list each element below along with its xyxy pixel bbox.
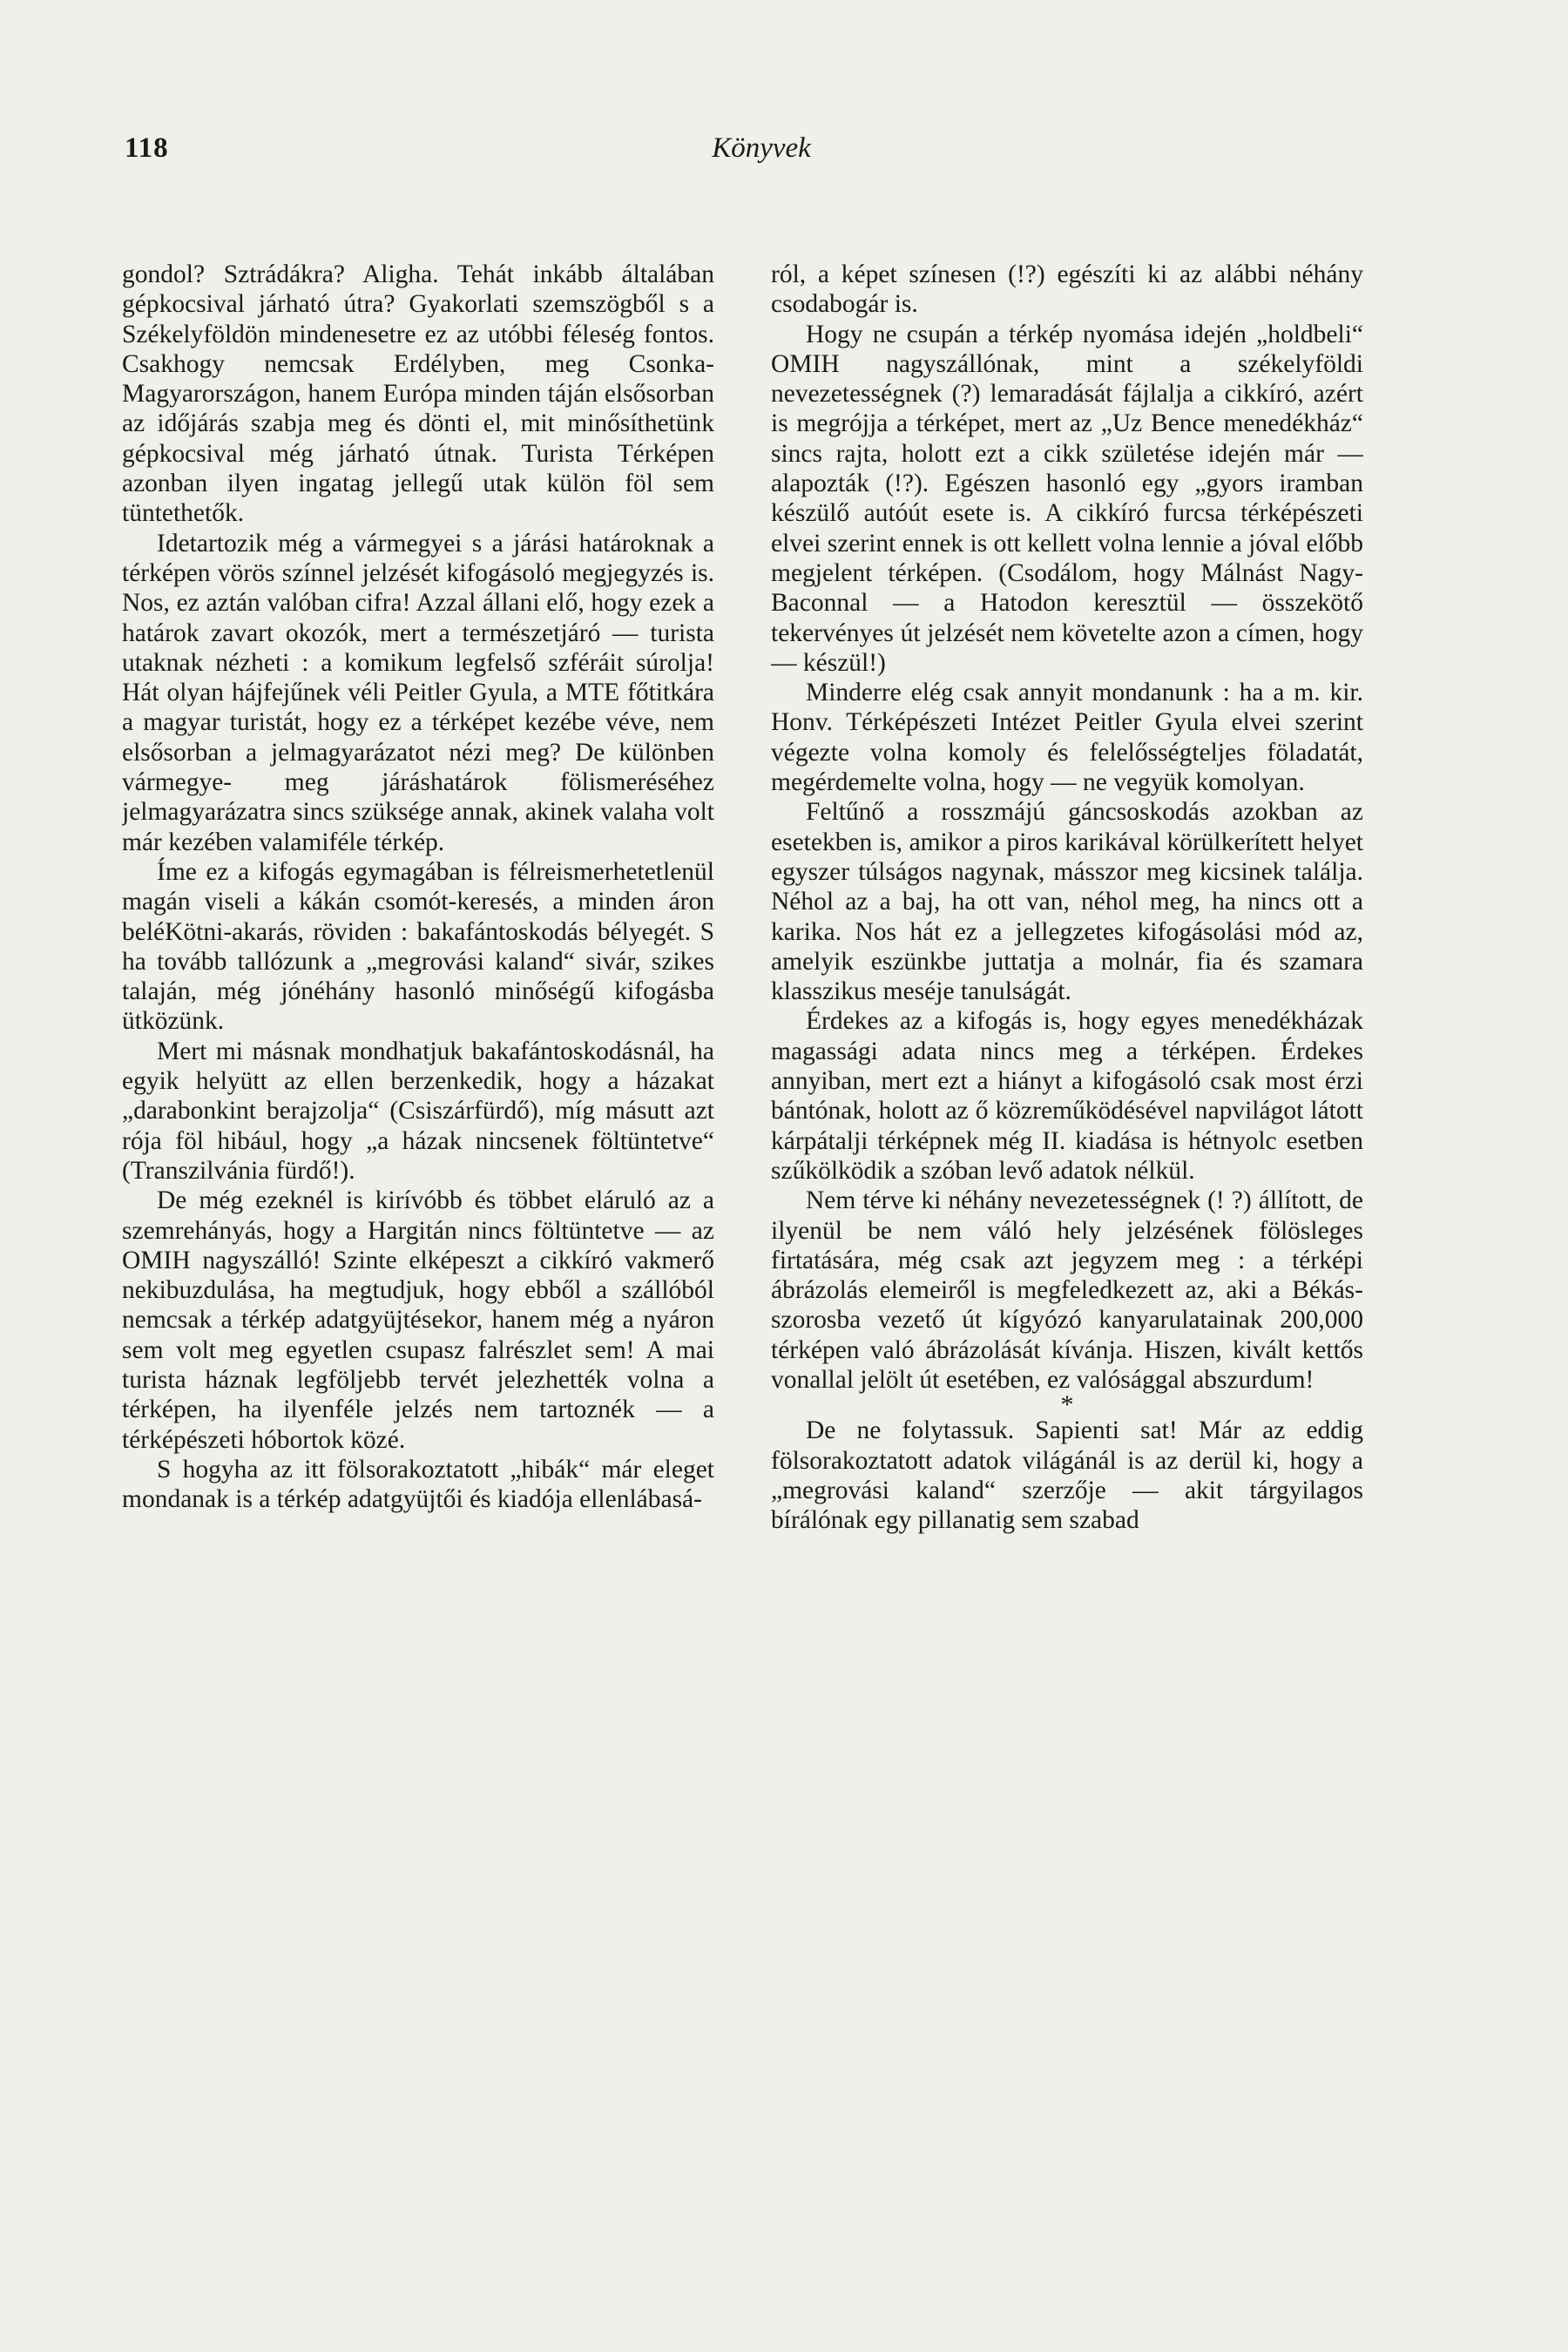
right-column <box>771 260 1363 2281</box>
paragraph: ról, a képet színesen (!?) egészíti ki az alábbi néhány csodabogár is. <box>771 260 1363 319</box>
paragraph: Feltűnő a rosszmájú gáncsoskodás azokban az esetekben is, amikor a piros karikával körülkerített helyet egyszer túlságos nagynak, másszor meg kicsinek találja. Néhol az a baj, ha ott van, néhol meg, ha nincs ott a karika. Nos hát ez a jellegzetes kifogásolási mód az, amelyik eszünkbe juttatja a molnár, fia és szamara klasszikus meséje tanulságát. <box>771 798 1363 1006</box>
paragraph: Idetartozik még a vármegyei s a járási határoknak a térképen vörös színnel jelzését kifogásoló megjegyzés is. Nos, ez aztán valóban cifra! Azzal állani elő, hogy ezek a határok zavart okozók, mert a természetjáró — turista utaknak nézheti : a komikum legfelső szféráit súrolja! Hát olyan hájfejűnek véli Peitler Gyula, a MTE főtitkára a magyar turistát, hogy ez a térképet kezébe véve, nem elsősorban a jelmagyarázatot nézi meg? De különben vármegye- meg járáshatárok fölismeréséhez jelmagyarázatra sincs szüksége annak, akinek valaha volt már kezében valamiféle térkép. <box>122 529 714 856</box>
paragraph: Mert mi másnak mondhatjuk bakafántoskodásnál, ha egyik helyütt az ellen berzenkedik, hogy a házakat „darabonkint berajzolja“ (Csiszárfürdő), míg másutt azt rója föl hibául, hogy „a házak nincsenek föltüntetve“ (Transzilvánia fürdő!). <box>122 1037 714 1185</box>
paragraph: Hogy ne csupán a térkép nyomása idején „holdbeli“ OMIH nagyszállónak, mint a székelyföldi nevezetességnek (?) lemaradását fájlalja a cikkíró, azért is megrójja a térképet, mert az „Uz Bence menedékház“ sincs rajta, holott ezt a cikk születése idején már — alapozták (!?). Egészen hasonló egy „gyors iramban készülő autóút esete is. A cikkíró furcsa térképészeti elvei szerint ennek is ott kellett volna lennie a jóval előbb megjelent térképen. (Csodálom, hogy Málnást Nagy-Baconnal — a Hatodon keresztül — összekötő tekervényes út jelzését nem követelte azon a címen, hogy — készül!) <box>771 320 1363 677</box>
paragraph: Minderre elég csak annyit mondanunk : ha a m. kir. Honv. Térképészeti Intézet Peitler Gyula elvei szerint végezte volna komoly és felelősségteljes föladatát, megérdemelte volna, hogy — ne vegyük komolyan. <box>771 679 1363 797</box>
paragraph: Nem térve ki néhány nevezetességnek (! ?) állított, de ilyenül be nem váló hely jelzésének fölösleges firtatására, még csak azt jegyzem meg : a térképi ábrázolás elemeiről is megfeledkezett az, aki a Békás-szorosba vezető út kígyózó kanyarulatainak 200,000 térképen való ábrázolását kívánja. Hiszen, kivált kettős vonallal jelölt út esetében, ez valósággal abszurdum! <box>771 1186 1363 1394</box>
page-number: 118 <box>125 132 169 164</box>
paragraph: gondol? Sztrádákra? Aligha. Tehát inkább általában gépkocsival járható útra? Gyakorlati szemszögből s a Székelyföldön mindenesetre ez az utóbbi féleség fontos. Csakhogy nemcsak Erdélyben, meg Csonka-Magyarországon, hanem Európa minden táján elsősorban az időjárás szabja meg és dönti el, mit minősíthetünk gépkocsival még járható útnak. Turista Térképen azonban ilyen ingatag jellegű utak külön föl sem tüntethetők. <box>122 260 714 528</box>
section-separator: * <box>1060 1390 1074 1420</box>
paragraph: S hogyha az itt fölsorakoztatott „hibák“ már eleget mondanak is a térkép adatgyüjtői és kiadója ellenlábasá- <box>122 1455 714 1514</box>
paragraph: De ne folytassuk. Sapienti sat! Már az eddig fölsorakoztatott adatok világánál is az derül ki, hogy a „megrovási kaland“ szerzője — akit tárgyilagos bírálónak egy pillanatig sem szabad <box>771 1416 1363 1535</box>
running-title: Könyvek <box>712 132 811 164</box>
paragraph: Érdekes az a kifogás is, hogy egyes menedékházak magassági adata nincs meg a térképen. Érdekes annyiban, mert ezt a hiányt a kifogásoló csak most érzi bántónak, holott az ő közreműködésével napvilágot látott kárpátalji térképnek még II. kiadása is hétnyolc esetben szűkölködik a szóban levő adatok nélkül. <box>771 1007 1363 1185</box>
page-header <box>125 132 1398 176</box>
paragraph: Íme ez a kifogás egymagában is félreismerhetetlenül magán viseli a kákán csomót-keresés, a minden áron beléKötni-akarás, röviden : bakafántoskodás bélyegét. S ha tovább tallózunk a „megrovási kaland“ sivár, szikes talaján, még jónéhány hasonló minőségű kifogásba ütközünk. <box>122 857 714 1036</box>
paragraph: De még ezeknél is kirívóbb és többet eláruló az a szemrehányás, hogy a Hargitán nincs föltüntetve — az OMIH nagyszálló! Szinte elképeszt a cikkíró vakmerő nekibuzdulása, ha megtudjuk, hogy ebből a szállóból nemcsak a térkép adatgyüjtésekor, hanem még a nyáron sem volt meg egyetlen csupasz falrészlet sem! A mai turista háznak legföljebb tervét jelezhették volna a térképen, ha ilyenféle jelzés nem tartoznék — a térképészeti hóbortok közé. <box>122 1186 714 1454</box>
left-column <box>122 260 714 2281</box>
